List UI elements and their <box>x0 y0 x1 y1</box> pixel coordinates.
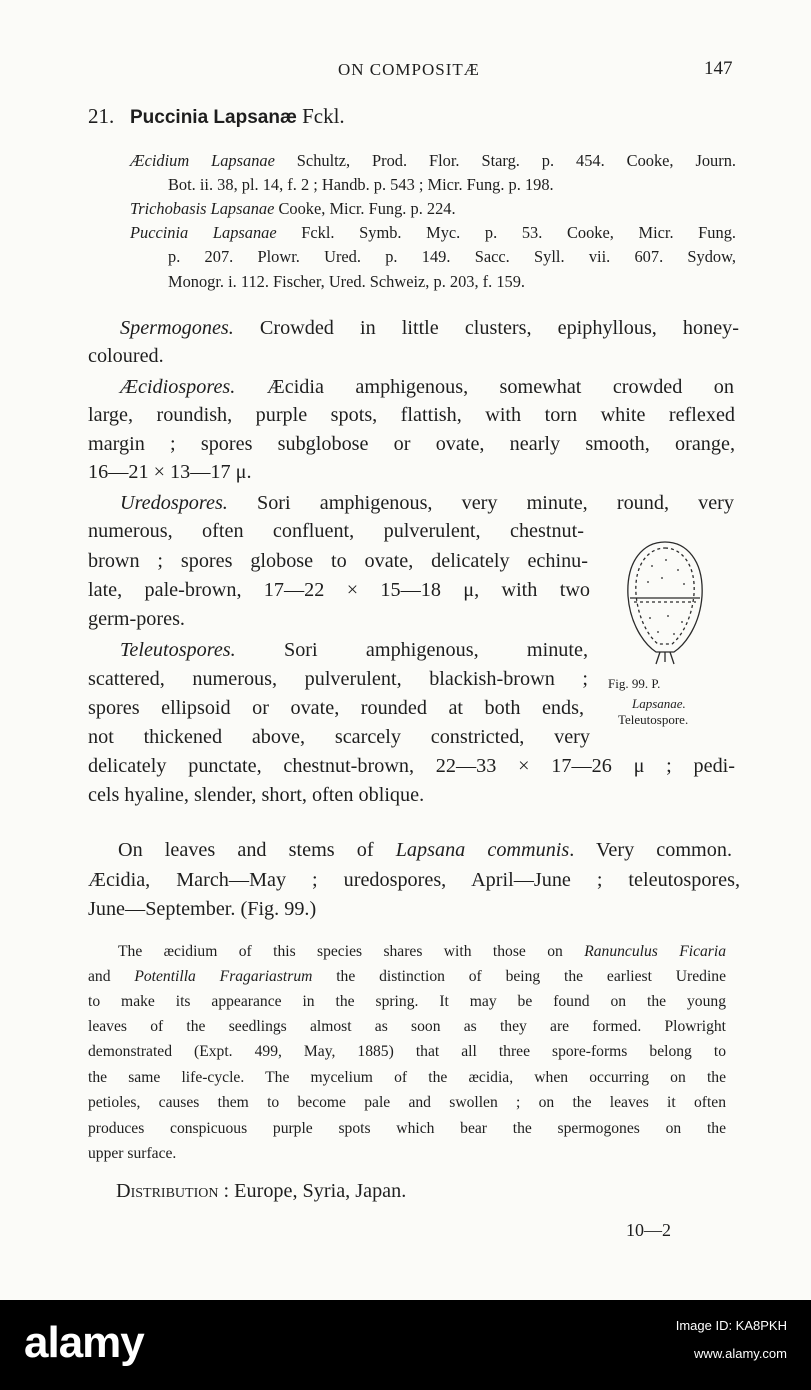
habitat-line <box>118 839 732 862</box>
aecidiospores-line-text: large, roundish, purple spots, flattish, with torn white reflexed <box>88 404 735 426</box>
note-line <box>88 993 726 1011</box>
teleutospores-line-text: scattered, numerous, pulverulent, blackish-brown ; <box>88 668 588 690</box>
spermogones-line-italic: Spermogones. <box>120 317 234 339</box>
habitat-line-text: On leaves and stems of <box>118 839 396 861</box>
teleutospores-line-text: not thickened above, scarcely constricted, very <box>88 726 590 748</box>
synonym-line-italic: Puccinia Lapsanae <box>130 223 277 242</box>
note-line <box>88 1018 726 1036</box>
aecidiospores-line <box>88 433 735 456</box>
spermogones-line-text: coloured. <box>88 345 164 367</box>
aecidiospores-line-text: 16—21 × 13—17 μ. <box>88 461 252 483</box>
uredospores-line <box>88 579 590 602</box>
uredospores-line-text: numerous, often confluent, pulverulent, chestnut- <box>88 520 584 542</box>
synonym-line <box>168 245 736 269</box>
uredospores-line-text: brown ; spores globose to ovate, delicately echinu- <box>88 550 588 572</box>
habitat-line <box>88 869 740 892</box>
figure-caption-line3: Teleutospore. <box>618 712 689 727</box>
teleutospores-line-text: delicately punctate, chestnut-brown, 22—33 × 17—26 μ ; pedi- <box>88 755 735 777</box>
note-line <box>88 1043 726 1061</box>
note-line-text: demonstrated (Expt. 499, May, 1885) that all three spore-forms belong to <box>88 1043 726 1060</box>
signature-mark: 10—2 <box>626 1220 671 1240</box>
species-author: Fckl. <box>302 104 345 128</box>
teleutospores-line-text: spores ellipsoid or ovate, rounded at both ends, <box>88 697 584 719</box>
synonym-line <box>168 173 554 197</box>
note-line-text: and <box>88 968 135 985</box>
distribution <box>116 1180 406 1203</box>
synonym-line-text: Fckl. Symb. Myc. p. 53. Cooke, Micr. Fung. <box>276 223 736 242</box>
note-line-italic: Potentilla Fragariastrum <box>134 968 313 985</box>
spermogones-line <box>88 345 164 368</box>
page-number: 147 <box>704 58 733 79</box>
aecidiospores-line-italic: Æcidiospores. <box>120 376 236 398</box>
teleutospores-line <box>88 784 424 807</box>
note-line-text: upper surface. <box>88 1145 177 1162</box>
note-line-text: leaves of the seedlings almost as soon as they are formed. Plowright <box>88 1018 726 1035</box>
note-line <box>88 1145 176 1163</box>
teleutospores-line <box>88 668 588 691</box>
aecidiospores-line-text: Æcidia amphigenous, somewhat crowded on <box>235 376 734 398</box>
synonym-line <box>168 270 525 294</box>
habitat-line-text: June—September. (Fig. 99.) <box>88 898 317 920</box>
teleutospores-line-italic: Teleutospores. <box>120 639 236 661</box>
teleutospores-line <box>120 639 588 662</box>
aecidiospores-line-text: margin ; spores subglobose or ovate, nearly smooth, orange, <box>88 433 735 455</box>
uredospores-line <box>120 492 734 515</box>
synonym-line-italic: Trichobasis Lapsanae <box>130 199 275 218</box>
species-number: 21. <box>88 104 115 128</box>
spermogones-line <box>120 317 739 340</box>
note-line <box>88 1069 726 1087</box>
synonym-line <box>130 149 736 173</box>
uredospores-line <box>88 550 588 573</box>
synonym-line-text: Monogr. i. 112. Fischer, Ured. Schweiz, p. 203, f. 159. <box>168 272 526 291</box>
note-line-text: the distinction of being the earliest Uredine <box>312 968 727 985</box>
note-line-italic: Ranunculus Ficaria <box>584 943 726 960</box>
teleutospore-figure <box>622 538 708 666</box>
synonym-line-text: Bot. ii. 38, pl. 14, f. 2 ; Handb. p. 543 ; Micr. Fung. p. 198. <box>168 175 554 194</box>
uredospores-line-text: late, pale-brown, 17—22 × 15—18 μ, with two <box>88 579 590 601</box>
note-line <box>88 968 726 986</box>
distribution-label: Distribution : <box>116 1180 230 1202</box>
footer-bar <box>0 1300 811 1390</box>
aecidiospores-line <box>88 404 735 427</box>
spermogones-line-text: Crowded in little clusters, epiphyllous, honey- <box>233 317 739 339</box>
synonym-line-text: Cooke, Micr. Fung. p. 224. <box>274 199 456 218</box>
uredospores-line <box>88 520 584 543</box>
note-line-text: to make its appearance in the spring. It may be found on the young <box>88 993 726 1010</box>
synonym-line <box>130 197 456 221</box>
teleutospores-line <box>88 726 590 749</box>
site-url: www.alamy.com <box>694 1346 787 1361</box>
figure-caption-line1: Fig. 99. P. <box>608 676 661 691</box>
synonym-line-text: Schultz, Prod. Flor. Starg. p. 454. Cooke, Journ. <box>274 151 736 170</box>
aecidiospores-line <box>88 461 252 484</box>
teleutospores-line-text: Sori amphigenous, minute, <box>235 639 588 661</box>
teleutospores-line <box>88 697 584 720</box>
uredospores-line-text: Sori amphigenous, very minute, round, very <box>227 492 734 514</box>
note-line-text: produces conspicuous purple spots which bear the spermogones on the <box>88 1120 726 1137</box>
synonym-line <box>130 221 736 245</box>
teleutospores-line-text: cels hyaline, slender, short, often oblique. <box>88 784 425 806</box>
running-title: ON COMPOSITÆ <box>338 60 480 79</box>
figure-caption-line2: Lapsanae. <box>632 696 686 711</box>
note-line-text: The æcidium of this species shares with those on <box>118 943 585 960</box>
species-name: Puccinia Lapsanæ <box>130 107 297 128</box>
species-heading <box>88 104 345 129</box>
synonym-line-text: p. 207. Plowr. Ured. p. 149. Sacc. Syll. vii. 607. Sydow, <box>168 247 736 266</box>
habitat-line-italic: Lapsana communis <box>395 839 570 861</box>
synonym-line-italic: Æcidium Lapsanae <box>130 151 275 170</box>
note-line <box>88 1120 726 1138</box>
uredospores-line <box>88 608 185 631</box>
image-id <box>676 1312 787 1368</box>
note-line <box>88 1094 726 1112</box>
alamy-logo: alamy <box>24 1318 144 1367</box>
habitat-line <box>88 898 316 921</box>
habitat-line-text: . Very common. <box>569 839 732 861</box>
distribution-text: Europe, Syria, Japan. <box>229 1180 407 1202</box>
aecidiospores-line <box>120 376 734 399</box>
note-line-text: petioles, causes them to become pale and swollen ; on the leaves it often <box>88 1094 726 1111</box>
teleutospores-line <box>88 755 735 778</box>
uredospores-line-italic: Uredospores. <box>120 492 228 514</box>
uredospores-line-text: germ-pores. <box>88 608 185 630</box>
habitat-line-text: Æcidia, March—May ; uredospores, April—June ; teleutospores, <box>88 869 740 891</box>
note-line <box>118 943 726 961</box>
note-line-text: the same life-cycle. The mycelium of the æcidia, when occurring on the <box>88 1069 726 1086</box>
image-id-text: Image ID: KA8PKH <box>675 1318 787 1333</box>
